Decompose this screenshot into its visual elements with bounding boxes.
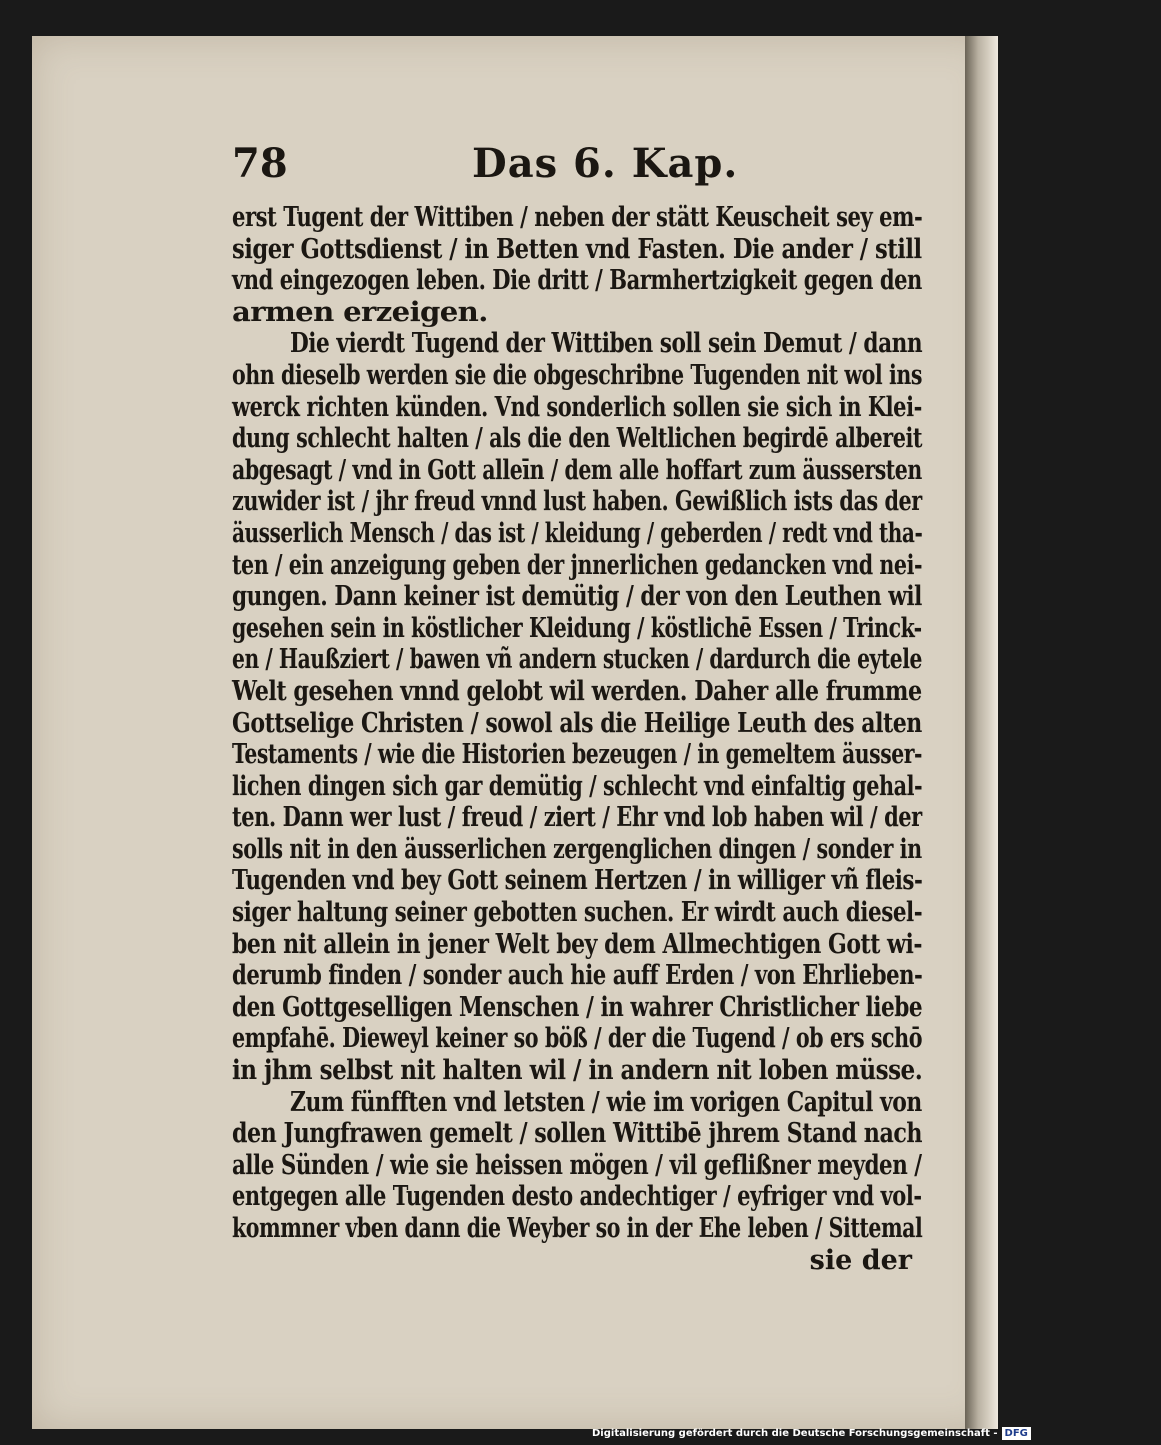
text-line: ten / ein anzeigung geben der jnnerlichen gedancken vnd nei-: [232, 549, 923, 581]
page-number: 78: [232, 140, 288, 187]
catchword: sie der: [809, 1244, 912, 1276]
text-line: siger haltung seiner gebotten suchen. Er wirdt auch diesel-: [232, 897, 923, 929]
text-line: solls nit in den äusserlichen zergenglichen dingen / sonder in: [232, 833, 922, 865]
dfg-logo: DFG: [1002, 1427, 1031, 1440]
text-line: lichen dingen sich gar demütig / schlecht vnd einfaltig gehal-: [232, 770, 923, 802]
text-line: den Jungfrawen gemelt / sollen Wittibē jhrem Stand nach: [232, 1118, 923, 1150]
text-line: äusserlich Mensch / das ist / kleidung / geberden / redt vnd tha-: [232, 517, 923, 549]
text-line: Die vierdt Tugend der Wittiben soll sein Demut / dann: [290, 328, 923, 360]
text-line: gesehen sein in köstlicher Kleidung / köstlichē Essen / Trinck-: [232, 612, 922, 644]
text-line: kommner vben dann die Weyber so in der Ehe leben / Sittemal: [232, 1213, 923, 1244]
text-line: dung schlecht halten / als die den Weltlichen begirdē albereit: [232, 423, 922, 455]
text-line: erst Tugent der Wittiben / neben der stätt Keuscheit sey em-: [232, 202, 923, 233]
digitization-credit: [592, 1425, 1031, 1442]
text-line: ben nit allein in jener Welt bey dem Allmechtigen Gott wi-: [232, 928, 922, 960]
text-line: alle Sünden / wie sie heissen mögen / vil geflißner meyden /: [232, 1149, 922, 1181]
text-block: [232, 140, 922, 1276]
text-line: in jhm selbst nit halten wil / in andern nit loben müsse.: [232, 1055, 923, 1087]
page-header: [232, 140, 922, 198]
text-line: derumb finden / sonder auch hie auff Erden / von Ehrlieben-: [232, 960, 923, 992]
text-line: Tugenden vnd bey Gott seinem Hertzen / in williger vñ fleis-: [232, 865, 923, 897]
text-line: vnd eingezogen leben. Die dritt / Barmhertzigkeit gegen den: [232, 265, 922, 297]
text-line: zuwider ist / jhr freud vnnd lust haben. Gewißlich ists das der: [232, 486, 922, 518]
text-line: siger Gottsdienst / in Betten vnd Fasten. Die ander / still: [232, 233, 922, 265]
text-line: Welt gesehen vnnd gelobt wil werden. Daher alle frumme: [232, 675, 922, 707]
text-line: Testaments / wie die Historien bezeugen / in gemeltem äusser-: [232, 739, 923, 771]
text-line: den Gottgeselligen Menschen / in wahrer Christlicher liebe: [232, 991, 923, 1023]
text-line: empfahē. Dieweyl keiner so böß / der die Tugend / ob ers schō: [232, 1023, 923, 1055]
text-line: entgegen alle Tugenden desto andechtiger / eyfriger vnd vol-: [232, 1181, 922, 1213]
text-line: ohn dieselb werden sie die obgeschribne Tugenden nit wol ins: [232, 359, 922, 391]
text-line: gungen. Dann keiner ist demütig / der von den Leuthen wil: [232, 581, 922, 613]
text-line: armen erzeigen.: [232, 296, 488, 328]
text-line: en / Haußziert / bawen vñ andern stucken / dardurch die eytele: [232, 644, 922, 676]
body-text: [232, 202, 922, 1245]
credit-text: Digitalisierung gefördert durch die Deutsche Forschungsgemeinschaft -: [592, 1428, 998, 1439]
running-head: Das 6. Kap.: [472, 140, 739, 187]
text-line: Gottselige Christen / sowol als die Heilige Leuth des alten: [232, 707, 922, 739]
text-line: abgesagt / vnd in Gott alleīn / dem alle hoffart zum äussersten: [232, 454, 922, 486]
text-line: ten. Dann wer lust / freud / ziert / Ehr vnd lob haben wil / der: [232, 802, 922, 834]
page-gutter: [965, 36, 998, 1429]
text-line: werck richten künden. Vnd sonderlich sollen sie sich in Klei-: [232, 391, 922, 423]
text-line: Zum fünfften vnd letsten / wie im vorigen Capitul von: [290, 1086, 922, 1118]
